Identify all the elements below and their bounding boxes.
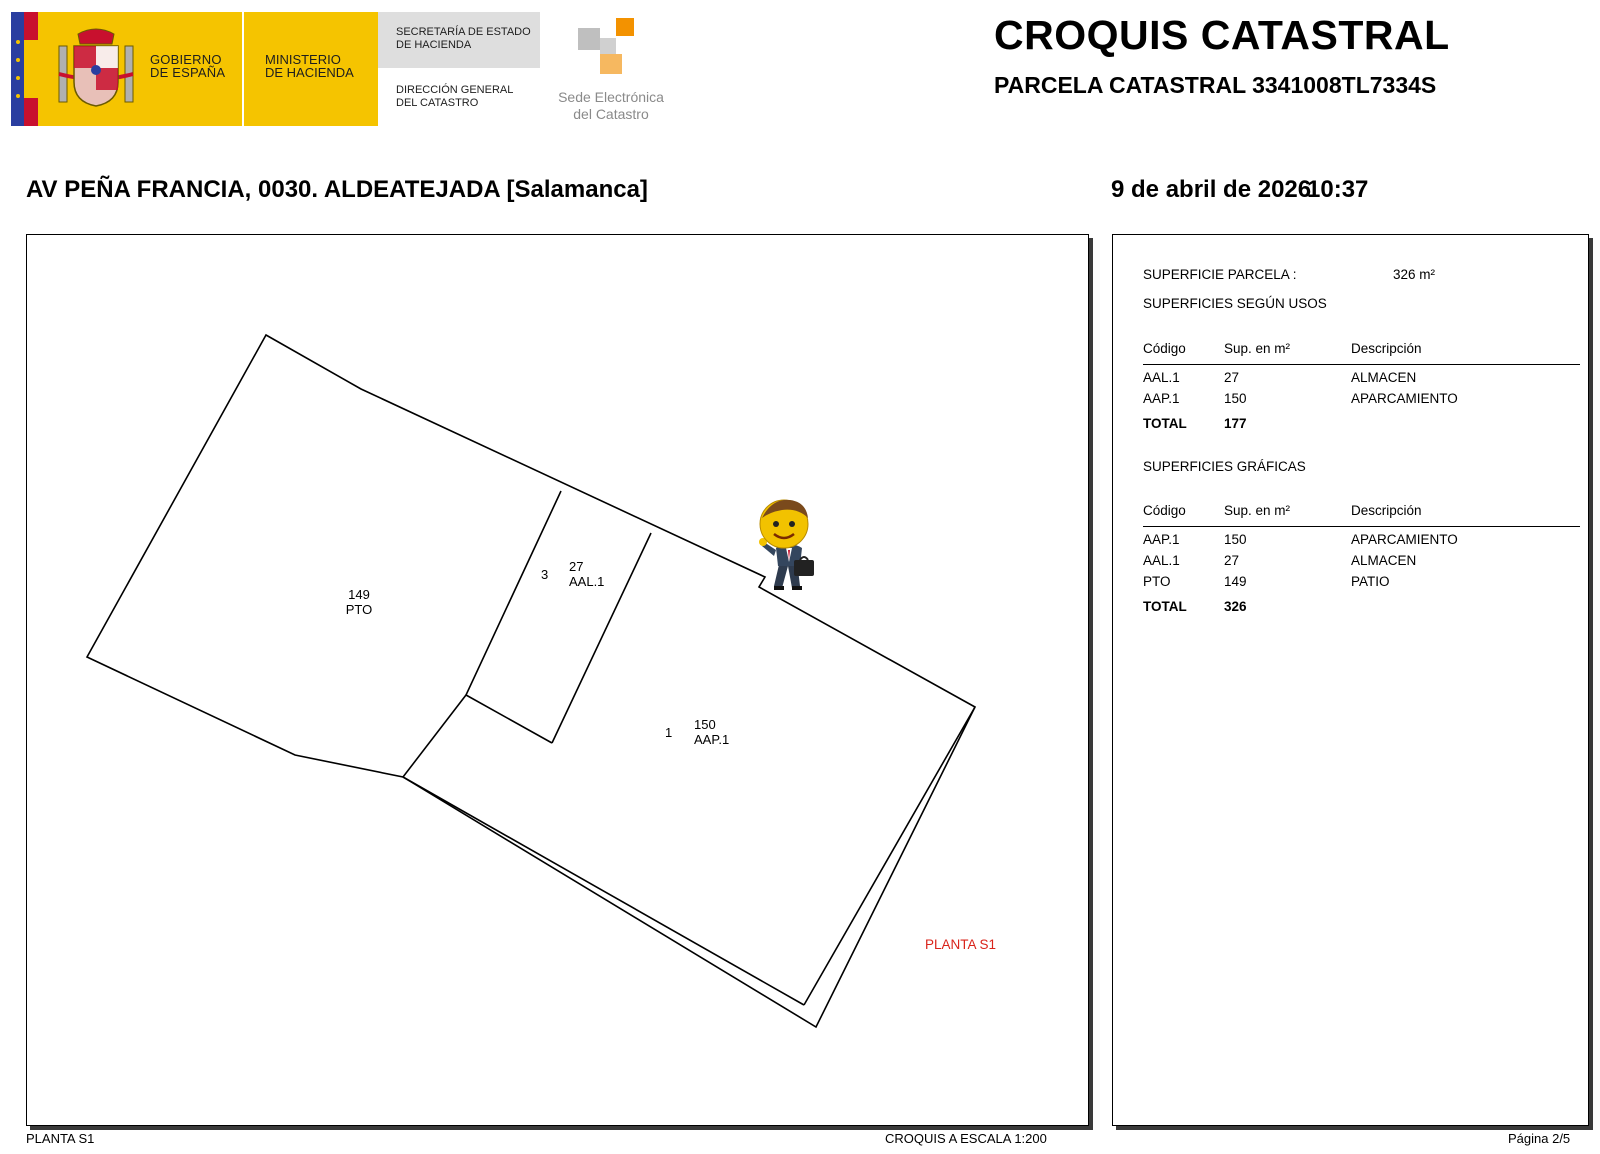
document-title: CROQUIS CATASTRAL <box>994 12 1450 58</box>
usos-total-value: 177 <box>1224 416 1247 431</box>
row-code: AAL.1 <box>1143 553 1180 568</box>
area-value: 149 <box>348 587 370 602</box>
direccion-line-1: DIRECCIÓN GENERAL <box>396 84 514 96</box>
secretaria-line-1: SECRETARÍA DE ESTADO <box>396 26 531 38</box>
area-number-3: 3 <box>541 567 549 582</box>
row-area: 149 <box>1224 574 1247 589</box>
usos-header-rule <box>1143 364 1580 365</box>
sede-logo-icon <box>578 16 638 76</box>
row-area: 27 <box>1224 370 1240 385</box>
usos-col-descripcion: Descripción <box>1351 341 1422 356</box>
direccion-line-2: DEL CATASTRO <box>396 97 479 109</box>
area-value: 27 <box>569 559 584 574</box>
graficas-header-rule <box>1143 526 1580 527</box>
graficas-total-label: TOTAL <box>1143 599 1187 614</box>
row-description: ALMACEN <box>1351 553 1417 568</box>
parcel-outline <box>87 335 975 1027</box>
area-code: AAP.1 <box>694 732 730 747</box>
coat-of-arms-icon <box>56 26 136 112</box>
area-label-aap <box>694 717 729 747</box>
secretaria-line-2: DE HACIENDA <box>396 39 472 51</box>
secretaria-label <box>396 26 531 52</box>
inner-divider-1 <box>466 491 561 743</box>
gobierno-line-2: DE ESPAÑA <box>150 65 226 80</box>
ministerio-label <box>265 53 354 79</box>
inner-divider-3 <box>403 695 466 777</box>
footer-scale: CROQUIS A ESCALA 1:200 <box>885 1131 1047 1146</box>
usos-col-codigo: Código <box>1143 341 1186 356</box>
row-code: AAL.1 <box>1143 370 1180 385</box>
time: 10:37 <box>1307 176 1369 203</box>
graficas-col-superficie: Sup. en m² <box>1224 503 1291 518</box>
ministerio-line-2: DE HACIENDA <box>265 65 354 80</box>
row-code: AAP.1 <box>1143 391 1180 406</box>
area-label-aal <box>569 559 604 589</box>
address: AV PEÑA FRANCIA, 0030. ALDEATEJADA [Salamanca] <box>26 176 648 203</box>
row-description: ALMACEN <box>1351 370 1417 385</box>
footer-floor: PLANTA S1 <box>26 1131 95 1146</box>
superficie-parcela-value: 326 m² <box>1393 267 1436 282</box>
date: 9 de abril de 2026 <box>1111 176 1312 203</box>
surface-info-panel <box>1112 234 1589 1126</box>
usos-total-label: TOTAL <box>1143 416 1187 431</box>
gobierno-label <box>150 53 225 79</box>
usos-col-superficie: Sup. en m² <box>1224 341 1291 356</box>
sede-line-1: Sede Electrónica <box>558 89 664 105</box>
graficas-col-codigo: Código <box>1143 503 1186 518</box>
row-area: 150 <box>1224 532 1247 547</box>
graficas-total-value: 326 <box>1224 599 1247 614</box>
superficie-parcela-label: SUPERFICIE PARCELA : <box>1143 267 1297 282</box>
area-number-1: 1 <box>665 725 673 740</box>
area-code: AAL.1 <box>569 574 605 589</box>
sketch-map-panel <box>26 234 1089 1126</box>
inner-divider-4 <box>403 777 804 1005</box>
row-description: PATIO <box>1351 574 1390 589</box>
row-code: AAP.1 <box>1143 532 1180 547</box>
sede-line-2: del Catastro <box>573 106 649 122</box>
floor-label: PLANTA S1 <box>925 937 997 952</box>
area-label-pto <box>339 587 379 617</box>
footer-page-number: Página 2/5 <box>1508 1131 1571 1146</box>
ministerio-line-1: MINISTERIO <box>265 52 341 67</box>
graficas-col-descripcion: Descripción <box>1351 503 1422 518</box>
sede-label <box>548 89 674 123</box>
direccion-label <box>396 84 513 110</box>
row-area: 27 <box>1224 553 1240 568</box>
area-code: PTO <box>345 602 373 617</box>
parcel-reference: PARCELA CATASTRAL 3341008TL7334S <box>994 72 1437 98</box>
spain-flag-stripe <box>11 12 38 126</box>
graficas-title: SUPERFICIES GRÁFICAS <box>1143 459 1306 474</box>
row-description: APARCAMIENTO <box>1351 532 1458 547</box>
row-area: 150 <box>1224 391 1247 406</box>
row-description: APARCAMIENTO <box>1351 391 1458 406</box>
usos-title: SUPERFICIES SEGÚN USOS <box>1143 296 1327 311</box>
gobierno-line-1: GOBIERNO <box>150 52 222 67</box>
area-value: 150 <box>694 717 716 732</box>
row-code: PTO <box>1143 574 1171 589</box>
parcel-sketch <box>27 235 1088 1125</box>
cartoon-businessman-icon <box>752 496 824 596</box>
inner-divider-5 <box>804 707 975 1005</box>
